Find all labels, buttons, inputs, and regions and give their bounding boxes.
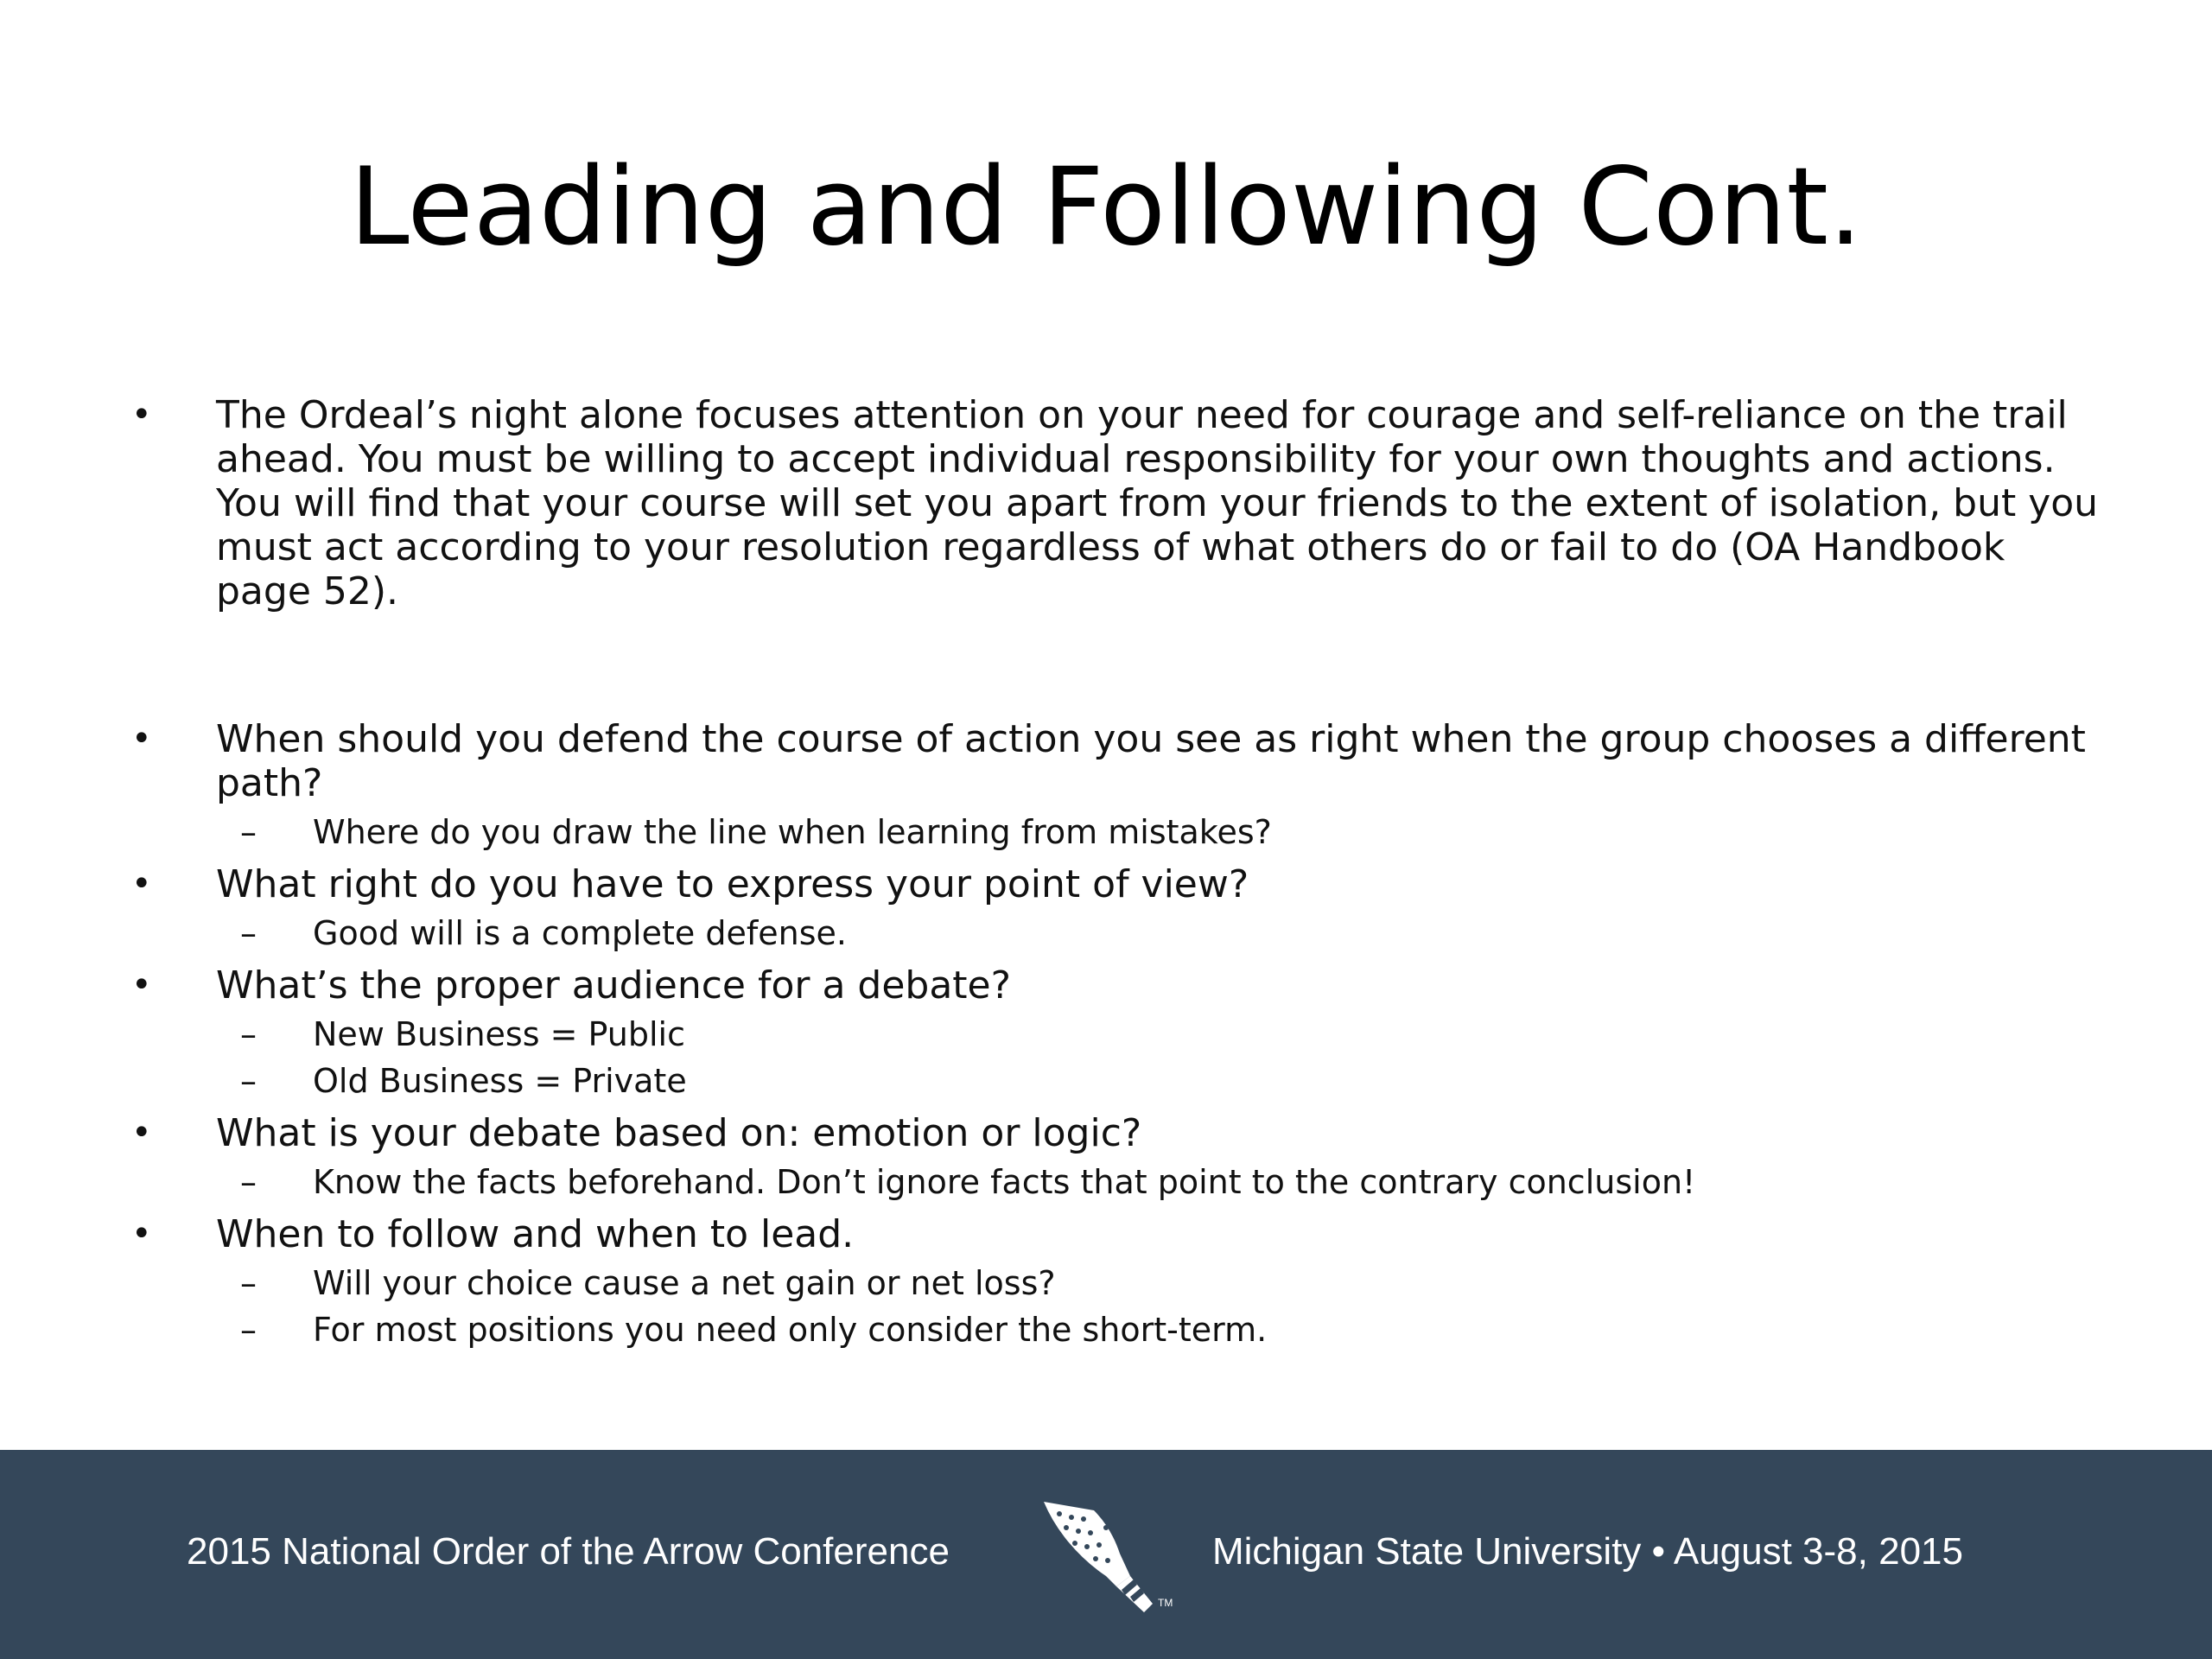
sub-bullet-text: Old Business = Private [313,1062,687,1100]
logo-trademark: TM [1158,1597,1173,1609]
bullet-text: What is your debate based on: emotion or logic? [216,1111,1142,1155]
footer-conference-name: 2015 National Order of the Arrow Conference [187,1530,950,1573]
sub-bullet-text: Will your choice cause a net gain or net loss? [313,1264,1056,1302]
bullet-marker: • [131,965,152,1005]
bullet-text: When to follow and when to lead. [216,1212,855,1256]
sub-bullet-text: For most positions you need only consider the short-term. [313,1311,1268,1349]
bullet-marker: • [131,719,152,759]
sub-bullet-dash: – [240,1311,257,1349]
bullet-text: When should you defend the course of action you see as right when the group chooses a different path? [216,717,2086,805]
bullet-item [130,1111,2100,1155]
spacer [130,1101,2100,1111]
sub-bullet-text: Where do you draw the line when learning from mistakes? [313,813,1272,851]
bullet-marker: • [131,1113,152,1153]
bullet-item [130,717,2100,805]
bullet-item [130,963,2100,1007]
sub-bullet-text: Good will is a complete defense. [313,914,847,952]
footer-location-date: Michigan State University • August 3-8, 2015 [1212,1530,1963,1573]
slide-body [130,393,2100,1350]
bullet-item [130,1212,2100,1256]
sub-bullet-item [130,812,2100,852]
sub-bullet-item [130,1310,2100,1350]
sub-bullet-dash: – [240,813,257,851]
footer-bar [0,1450,2212,1659]
sub-bullet-item [130,1162,2100,1202]
bullet-text: What’s the proper audience for a debate? [216,963,1011,1007]
sub-bullet-item [130,1014,2100,1054]
sub-bullet-item [130,1263,2100,1303]
spacer [130,953,2100,963]
slide-title: Leading and Following Cont. [349,145,1863,270]
bullet-marker: • [131,1214,152,1254]
bullet-text: What right do you have to express your point of view? [216,862,1249,906]
arrowhead-logo-icon [1033,1493,1172,1623]
spacer [130,852,2100,862]
sub-bullet-dash: – [240,914,257,952]
bullet-item [130,862,2100,906]
spacer [130,613,2100,717]
sub-bullet-dash: – [240,1163,257,1201]
sub-bullet-dash: – [240,1015,257,1053]
sub-bullet-item [130,913,2100,953]
bullet-marker: • [131,395,152,435]
spacer [130,1202,2100,1212]
bullet-marker: • [131,864,152,904]
sub-bullet-item [130,1061,2100,1101]
sub-bullet-dash: – [240,1062,257,1100]
sub-bullet-dash: – [240,1264,257,1302]
sub-bullet-text: Know the facts beforehand. Don’t ignore facts that point to the contrary conclusion! [313,1163,1696,1201]
bullet-item [130,393,2100,613]
bullet-text: The Ordeal’s night alone focuses attention on your need for courage and self-reliance on the trail ahead. You must be willing to accept individual responsibility for your own thoughts and actions. You will find that your course will set you apart from your friends to the extent of isolation, but you must act according to your resolution regardless of what others do or fail to do (OA Handbook page 52). [216,393,2099,613]
sub-bullet-text: New Business = Public [313,1015,685,1053]
